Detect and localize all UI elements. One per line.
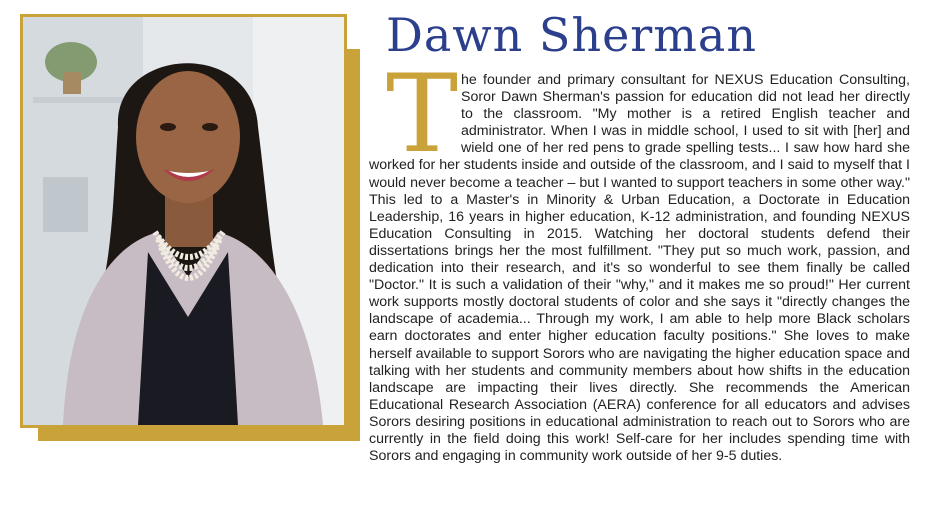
biography-text xyxy=(114,52,910,520)
photo-text-wrap-spacer xyxy=(114,72,369,456)
person-name-heading: Dawn Sherman xyxy=(386,8,757,62)
drop-cap-wrap-spacer xyxy=(369,72,461,156)
biography-body: he founder and primary consultant for NEXUS Education Consulting, Soror Dawn Sherman's passion for education did not lead her directly to the classroom. "My mother is a retired English teacher and administrator. When I was in middle school, I used to sit with [her] and wield one of her red pens to grade spelling tests... I saw how hard she worked for her students inside and outside of the classroom, and I said to myself that I would never become a teacher – but I wanted to support teachers in some other way." This led to a Master's in Minority & Urban Education, a Doctorate in Education Leadership, 16 years in higher education, K-12 administration, and founding NEXUS Education Consulting in 2015. Watching her doctoral students defend their dissertations brings her the most fulfillment. "They put so much work, passion, and dedication into their research, and it's so wonderful to see them finally be called "Doctor." It is such a validation of their "why," and it makes me so proud!" Her current work supports mostly doctoral students of color and she says it "directly changes the landscape of academia... Through my work, I am able to help more Black scholars earn doctorates and enter higher education faculty positions." She loves to make herself available to support Sorors who are navigating the higher education space and talking with her students and community members about how shifts in the education landscape are impacting their lives directly. She recommends the American Educational Research Association (AERA) conference for all educators and advises Sorors desiring positions in educational administration to reach out to Sorors who are currently in the field doing this work! Self-care for her includes spending time with Sorors and engaging in community work outside of her 9-5 duties. xyxy=(369,72,910,465)
drop-cap-letter: T xyxy=(386,52,459,177)
